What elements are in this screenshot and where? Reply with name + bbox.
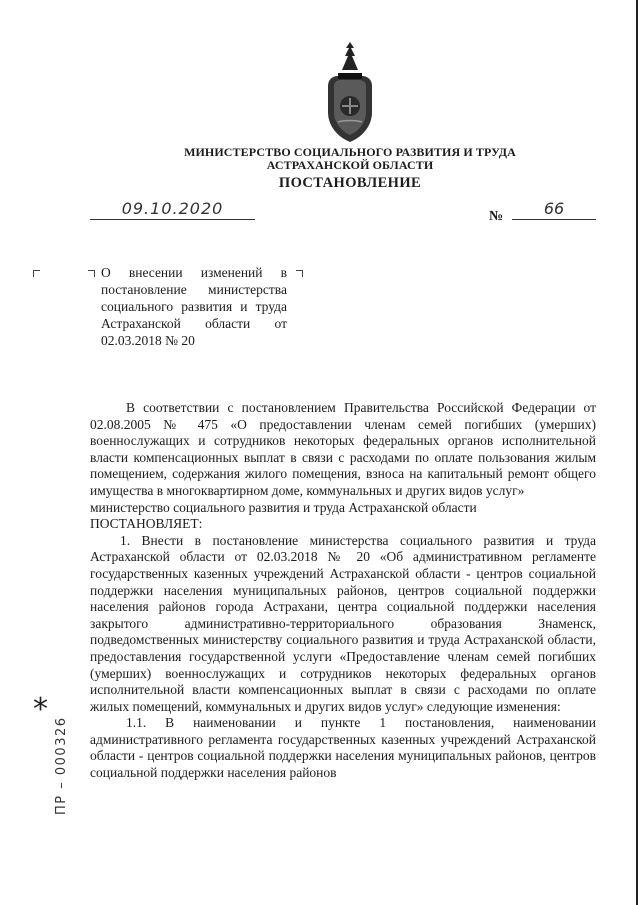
registration-code: ПР – 000326 [54,716,69,815]
body-paragraph: В соответствии с постановлением Правительства Российской Федерации от 02.08.2005 № 475 «О предоставлении членам семей погибших (умерших) военнослужащих и сотрудников некоторых федеральных органов исполнительной власти компенсационных выплат в связи с расходами по оплате пользования жилым помещением, содержания жилого помещения, взноса на капитальный ремонт общего имущества в многоквартирном доме, коммунальных и других видов услуг» [90,400,596,498]
resolution-heading: ПОСТАНОВЛЯЕТ: [90,516,203,532]
bracket-mark [88,270,95,277]
ministry-line-1: МИНИСТЕРСТВО СОЦИАЛЬНОГО РАЗВИТИЯ И ТРУДА [184,145,516,159]
scan-edge [636,0,638,905]
document-type: ПОСТАНОВЛЕНИЕ [278,175,422,191]
margin-star-mark: * [33,692,48,727]
document-number: 66 [512,199,596,220]
bracket-mark [33,270,40,277]
document-date: 09.10.2020 [90,199,255,220]
ministry-line-2: АСТРАХАНСКОЙ ОБЛАСТИ [266,158,434,172]
body-paragraph: 1.1. В наименовании и пункте 1 постановления, наименовании административного регламента государственных казенных учреждений Астраханской области - центров социальной поддержки населения муниципальных районов, центров социальной поддержки населения районов [90,715,596,781]
document-body [90,400,596,782]
number-label: № [489,209,504,224]
document-subject: О внесении изменений в постановление министерства социального развития и труда Астраханской области от 02.03.2018 № 20 [101,265,287,348]
ministry-name [120,146,580,172]
body-paragraph: 1. Внести в постановление министерства социального развития и труда Астраханской области от 02.03.2018 № 20 «Об административном регламенте государственных казенных учреждений Астраханской области - центров социальной поддержки населения муниципальных районов, центров социальной поддержки населения районов города Астрахани, центра социальной поддержки населения закрытого административно-территориального образования Знаменск, подведомственных министерству социального развития и труда Астраханской области, предоставления государственной услуги «Предоставление членам семей погибших (умерших) военнослужащих и сотрудников некоторых федеральных органов исполнительной власти компенсационных выплат в связи с расходами по оплате жилых помещений, коммунальных и других видов услуг» следующие изменения: [90,532,596,714]
astrakhan-coat-of-arms-icon [320,40,380,150]
bracket-mark [296,270,303,277]
body-paragraph: министерство социального развития и труда Астраханской области [90,499,477,515]
